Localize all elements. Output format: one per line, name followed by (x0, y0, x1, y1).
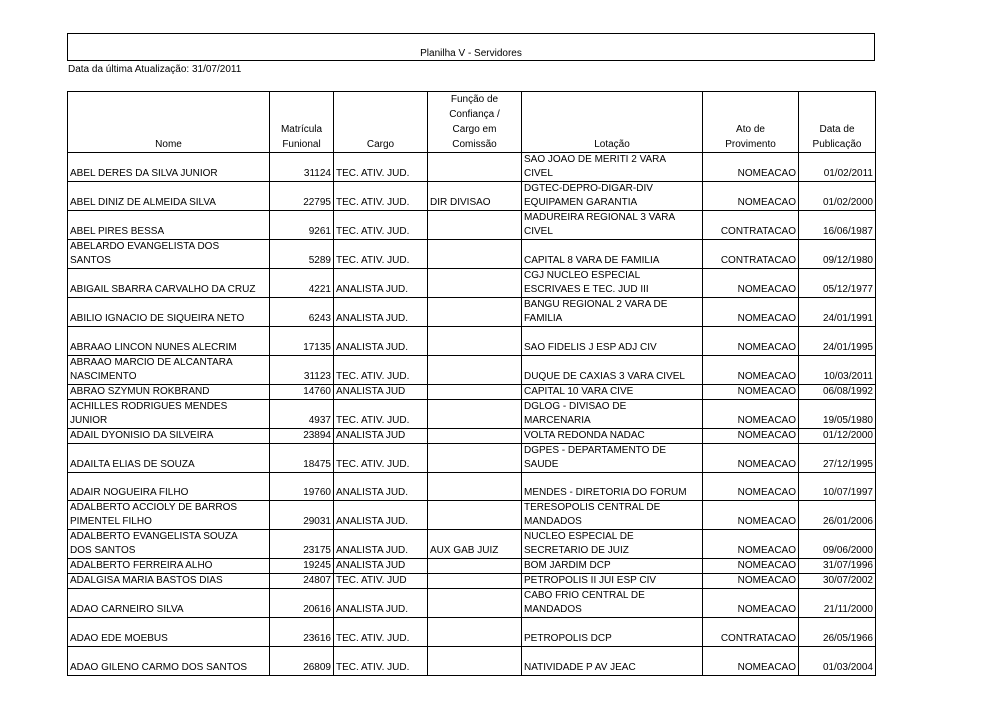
cell-nome: ADAO CARNEIRO SILVA (68, 589, 270, 618)
col-header-data: Data de Publicação (799, 92, 876, 153)
cell-lotacao: PETROPOLIS DCP (522, 618, 703, 647)
cell-matricula: 19245 (270, 559, 334, 574)
cell-lotacao: VOLTA REDONDA NADAC (522, 429, 703, 444)
cell-nome: ABILIO IGNACIO DE SIQUEIRA NETO (68, 298, 270, 327)
cell-cargo: TEC. ATIV. JUD. (334, 444, 428, 473)
cell-cargo: TEC. ATIV. JUD. (334, 211, 428, 240)
cell-data: 30/07/2002 (799, 574, 876, 589)
cell-matricula: 5289 (270, 240, 334, 269)
cell-nome: ADALGISA MARIA BASTOS DIAS (68, 574, 270, 589)
cell-ato: NOMEACAO (703, 501, 799, 530)
cell-nome: ABEL DERES DA SILVA JUNIOR (68, 153, 270, 182)
cell-lotacao: MADUREIRA REGIONAL 3 VARA CIVEL (522, 211, 703, 240)
cell-matricula: 23894 (270, 429, 334, 444)
table-row (68, 473, 876, 501)
cell-ato: NOMEACAO (703, 153, 799, 182)
cell-lotacao: BOM JARDIM DCP (522, 559, 703, 574)
cell-data: 09/12/1980 (799, 240, 876, 269)
cell-cargo: TEC. ATIV. JUD. (334, 647, 428, 676)
cell-ato: CONTRATACAO (703, 240, 799, 269)
cell-funcao (428, 327, 522, 356)
table-row (68, 589, 876, 618)
cell-ato: NOMEACAO (703, 385, 799, 400)
cell-matricula: 9261 (270, 211, 334, 240)
cell-data: 01/03/2004 (799, 647, 876, 676)
table-body (68, 153, 876, 676)
cell-matricula: 26809 (270, 647, 334, 676)
table-row (68, 327, 876, 356)
col-header-ato: Ato de Provimento (703, 92, 799, 153)
cell-cargo: ANALISTA JUD (334, 385, 428, 400)
cell-cargo: ANALISTA JUD (334, 429, 428, 444)
cell-cargo: TEC. ATIV. JUD. (334, 240, 428, 269)
cell-cargo: ANALISTA JUD. (334, 298, 428, 327)
cell-ato: NOMEACAO (703, 400, 799, 429)
table-row (68, 559, 876, 574)
cell-matricula: 23616 (270, 618, 334, 647)
cell-funcao (428, 211, 522, 240)
table-row (68, 444, 876, 473)
cell-lotacao: CAPITAL 8 VARA DE FAMILIA (522, 240, 703, 269)
cell-ato: NOMEACAO (703, 269, 799, 298)
cell-matricula: 29031 (270, 501, 334, 530)
cell-data: 21/11/2000 (799, 589, 876, 618)
cell-data: 24/01/1991 (799, 298, 876, 327)
cell-lotacao: SAO FIDELIS J ESP ADJ CIV (522, 327, 703, 356)
cell-lotacao: NATIVIDADE P AV JEAC (522, 647, 703, 676)
cell-cargo: ANALISTA JUD (334, 559, 428, 574)
cell-matricula: 4221 (270, 269, 334, 298)
cell-data: 27/12/1995 (799, 444, 876, 473)
cell-cargo: TEC. ATIV. JUD. (334, 618, 428, 647)
cell-lotacao: NUCLEO ESPECIAL DE SECRETARIO DE JUIZ (522, 530, 703, 559)
cell-cargo: TEC. ATIV. JUD. (334, 400, 428, 429)
cell-matricula: 6243 (270, 298, 334, 327)
cell-matricula: 22795 (270, 182, 334, 211)
cell-data: 24/01/1995 (799, 327, 876, 356)
table-row (68, 618, 876, 647)
table-row (68, 501, 876, 530)
cell-nome: ABRAAO MARCIO DE ALCANTARA NASCIMENTO (68, 356, 270, 385)
cell-nome: ADALBERTO EVANGELISTA SOUZA DOS SANTOS (68, 530, 270, 559)
cell-matricula: 4937 (270, 400, 334, 429)
cell-data: 16/06/1987 (799, 211, 876, 240)
cell-matricula: 31124 (270, 153, 334, 182)
cell-data: 06/08/1992 (799, 385, 876, 400)
cell-lotacao: SAO JOAO DE MERITI 2 VARA CIVEL (522, 153, 703, 182)
cell-ato: NOMEACAO (703, 182, 799, 211)
cell-nome: ADAO GILENO CARMO DOS SANTOS (68, 647, 270, 676)
table-row (68, 182, 876, 211)
cell-matricula: 14760 (270, 385, 334, 400)
cell-matricula: 17135 (270, 327, 334, 356)
cell-ato: NOMEACAO (703, 327, 799, 356)
cell-lotacao: MENDES - DIRETORIA DO FORUM (522, 473, 703, 501)
cell-matricula: 24807 (270, 574, 334, 589)
table-row (68, 574, 876, 589)
cell-matricula: 19760 (270, 473, 334, 501)
cell-nome: ABRAO SZYMUN ROKBRAND (68, 385, 270, 400)
col-header-nome: Nome (68, 92, 270, 153)
cell-cargo: ANALISTA JUD. (334, 530, 428, 559)
cell-data: 09/06/2000 (799, 530, 876, 559)
cell-ato: CONTRATACAO (703, 211, 799, 240)
cell-funcao (428, 473, 522, 501)
col-header-funcao: Função de Confiança / Cargo em Comissão (428, 92, 522, 153)
table-row (68, 269, 876, 298)
cell-data: 10/07/1997 (799, 473, 876, 501)
cell-nome: ADALBERTO ACCIOLY DE BARROS PIMENTEL FILHO (68, 501, 270, 530)
col-header-cargo: Cargo (334, 92, 428, 153)
cell-matricula: 18475 (270, 444, 334, 473)
cell-lotacao: BANGU REGIONAL 2 VARA DE FAMILIA (522, 298, 703, 327)
cell-nome: ABRAAO LINCON NUNES ALECRIM (68, 327, 270, 356)
cell-lotacao: CABO FRIO CENTRAL DE MANDADOS (522, 589, 703, 618)
servers-table (67, 91, 876, 676)
cell-ato: NOMEACAO (703, 356, 799, 385)
cell-ato: NOMEACAO (703, 530, 799, 559)
cell-nome: ADAIR NOGUEIRA FILHO (68, 473, 270, 501)
cell-funcao (428, 501, 522, 530)
cell-cargo: TEC. ATIV. JUD. (334, 356, 428, 385)
cell-nome: ADAILTA ELIAS DE SOUZA (68, 444, 270, 473)
last-update-date: 31/07/2011 (191, 64, 242, 75)
table-row (68, 356, 876, 385)
table-row (68, 530, 876, 559)
cell-funcao: AUX GAB JUIZ (428, 530, 522, 559)
cell-funcao (428, 618, 522, 647)
cell-ato: NOMEACAO (703, 589, 799, 618)
cell-nome: ADAIL DYONISIO DA SILVEIRA (68, 429, 270, 444)
cell-data: 01/02/2011 (799, 153, 876, 182)
cell-cargo: ANALISTA JUD. (334, 589, 428, 618)
cell-cargo: TEC. ATIV. JUD. (334, 182, 428, 211)
last-update (68, 64, 241, 76)
cell-data: 01/12/2000 (799, 429, 876, 444)
cell-lotacao: CAPITAL 10 VARA CIVE (522, 385, 703, 400)
table-header-row (68, 92, 876, 153)
cell-ato: NOMEACAO (703, 298, 799, 327)
table-row (68, 211, 876, 240)
cell-funcao (428, 153, 522, 182)
cell-funcao (428, 240, 522, 269)
cell-ato: NOMEACAO (703, 559, 799, 574)
cell-data: 26/01/2006 (799, 501, 876, 530)
cell-data: 05/12/1977 (799, 269, 876, 298)
cell-ato: NOMEACAO (703, 429, 799, 444)
cell-funcao (428, 444, 522, 473)
table-row (68, 240, 876, 269)
cell-data: 01/02/2000 (799, 182, 876, 211)
table-row (68, 429, 876, 444)
table-row (68, 400, 876, 429)
cell-funcao (428, 429, 522, 444)
cell-funcao (428, 574, 522, 589)
cell-funcao (428, 356, 522, 385)
cell-funcao (428, 298, 522, 327)
cell-matricula: 20616 (270, 589, 334, 618)
cell-cargo: ANALISTA JUD. (334, 473, 428, 501)
cell-lotacao: DUQUE DE CAXIAS 3 VARA CIVEL (522, 356, 703, 385)
cell-nome: ABEL PIRES BESSA (68, 211, 270, 240)
cell-nome: ADAO EDE MOEBUS (68, 618, 270, 647)
cell-data: 19/05/1980 (799, 400, 876, 429)
cell-ato: NOMEACAO (703, 574, 799, 589)
cell-lotacao: CGJ NUCLEO ESPECIAL ESCRIVAES E TEC. JUD III (522, 269, 703, 298)
cell-funcao (428, 400, 522, 429)
sheet-title-box (67, 33, 875, 61)
cell-data: 10/03/2011 (799, 356, 876, 385)
cell-nome: ADALBERTO FERREIRA ALHO (68, 559, 270, 574)
cell-nome: ACHILLES RODRIGUES MENDES JUNIOR (68, 400, 270, 429)
cell-data: 31/07/1996 (799, 559, 876, 574)
cell-cargo: TEC. ATIV. JUD. (334, 153, 428, 182)
cell-ato: CONTRATACAO (703, 618, 799, 647)
cell-cargo: ANALISTA JUD. (334, 501, 428, 530)
table-row (68, 153, 876, 182)
cell-ato: NOMEACAO (703, 473, 799, 501)
cell-ato: NOMEACAO (703, 444, 799, 473)
cell-funcao (428, 559, 522, 574)
cell-matricula: 31123 (270, 356, 334, 385)
cell-data: 26/05/1966 (799, 618, 876, 647)
cell-lotacao: PETROPOLIS II JUI ESP CIV (522, 574, 703, 589)
cell-funcao: DIR DIVISAO (428, 182, 522, 211)
cell-nome: ABIGAIL SBARRA CARVALHO DA CRUZ (68, 269, 270, 298)
cell-funcao (428, 385, 522, 400)
cell-matricula: 23175 (270, 530, 334, 559)
cell-nome: ABELARDO EVANGELISTA DOS SANTOS (68, 240, 270, 269)
cell-cargo: ANALISTA JUD. (334, 327, 428, 356)
cell-lotacao: DGTEC-DEPRO-DIGAR-DIV EQUIPAMEN GARANTIA (522, 182, 703, 211)
cell-ato: NOMEACAO (703, 647, 799, 676)
cell-cargo: ANALISTA JUD. (334, 269, 428, 298)
sheet-title: Planilha V - Servidores (420, 48, 522, 59)
cell-funcao (428, 269, 522, 298)
cell-funcao (428, 589, 522, 618)
cell-lotacao: DGLOG - DIVISAO DE MARCENARIA (522, 400, 703, 429)
last-update-label: Data da última Atualização: (68, 64, 190, 75)
cell-lotacao: DGPES - DEPARTAMENTO DE SAUDE (522, 444, 703, 473)
cell-cargo: TEC. ATIV. JUD (334, 574, 428, 589)
table-row (68, 385, 876, 400)
cell-funcao (428, 647, 522, 676)
cell-lotacao: TERESOPOLIS CENTRAL DE MANDADOS (522, 501, 703, 530)
col-header-lotacao: Lotação (522, 92, 703, 153)
table-row (68, 298, 876, 327)
cell-nome: ABEL DINIZ DE ALMEIDA SILVA (68, 182, 270, 211)
table-row (68, 647, 876, 676)
col-header-matricula: Matrícula Funional (270, 92, 334, 153)
